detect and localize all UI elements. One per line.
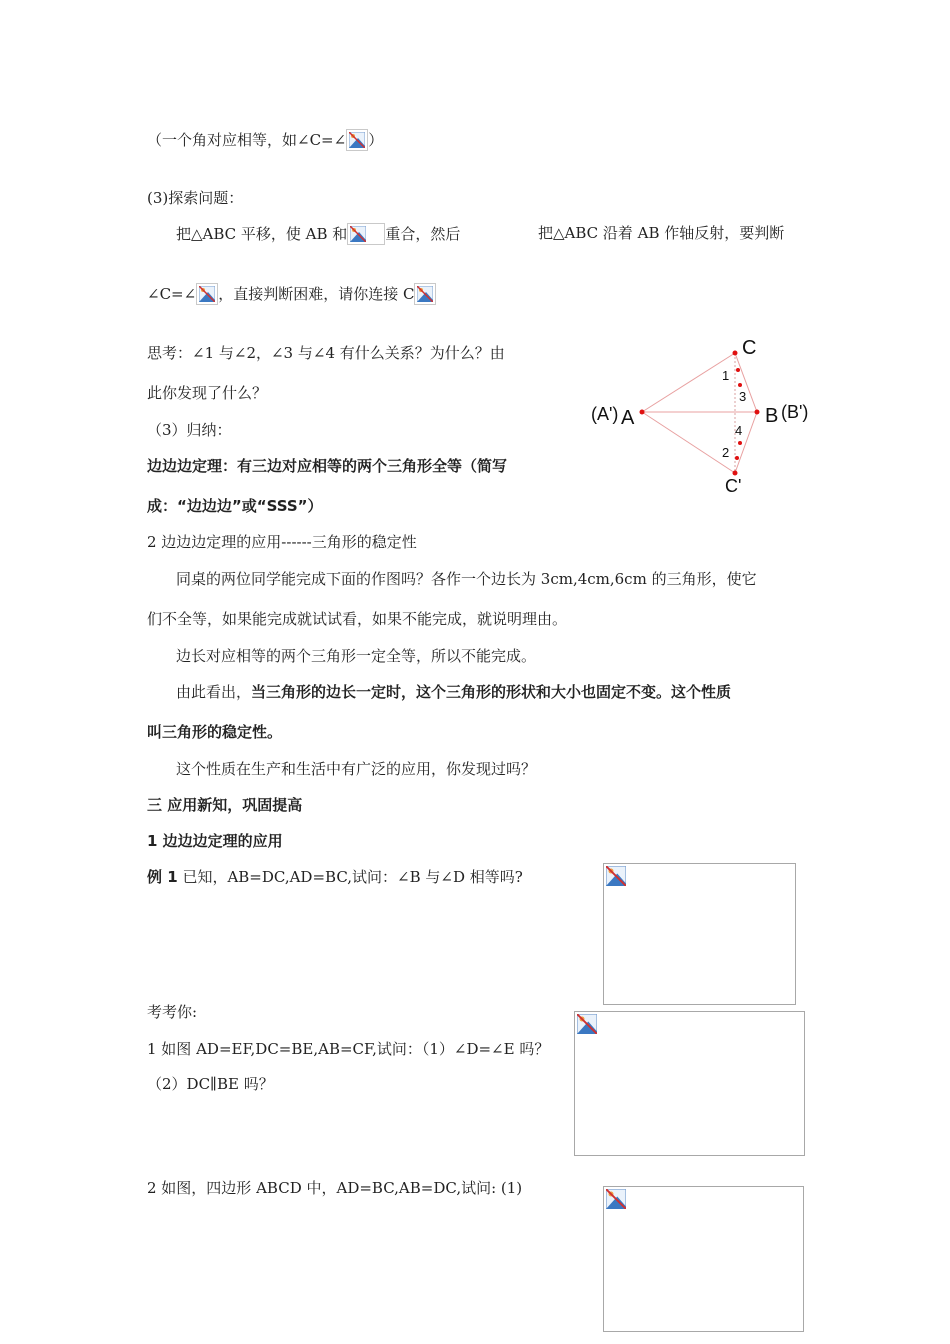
section-heading-quiz: 考考你: [147, 1003, 198, 1021]
text-segment: 重合，然后 [385, 225, 461, 243]
text-segment: （一个角对应相等，如∠C=∠ [147, 131, 347, 149]
figure-placeholder-example-1 [603, 863, 796, 1005]
text-segment: 由此看出， [176, 683, 252, 701]
example-1 [147, 867, 523, 887]
text-segment: ） [368, 131, 384, 149]
section-heading-explore: (3)探索问题： [147, 189, 244, 207]
figure-placeholder-quiz-1 [574, 1011, 805, 1156]
point-a [640, 410, 645, 415]
text-segment: ∠C=∠ [147, 285, 197, 303]
broken-image-icon [196, 283, 218, 305]
label-angle-1: 1 [722, 368, 730, 383]
text-line-discover: 此你发现了什么？ [147, 384, 268, 402]
label-angle-4: 4 [735, 423, 743, 438]
quiz-item-1: 1 如图 AD=EF,DC=BE,AB=CF,试问：（1）∠D=∠E 吗？ [147, 1040, 550, 1058]
text-line-try: 们不全等，如果能完成就试试看，如果不能完成，就说明理由。 [147, 610, 568, 628]
theorem-sss-line2: 成：“边边边”或“SSS”） [147, 497, 323, 515]
mark-1 [736, 368, 740, 372]
text-line-think: 思考：∠1 与∠2，∠3 与∠4 有什么关系？为什么？由 [147, 344, 505, 362]
figure-placeholder-quiz-2 [603, 1186, 804, 1332]
text-line-deskmates: 同桌的两位同学能完成下面的作图吗？各作一个边长为 3cm,4cm,6cm 的三角形，使它 [176, 570, 757, 588]
text-line-angle-c [147, 129, 383, 151]
label-b-prime: (B') [781, 402, 809, 422]
quiz-item-1-part-2: （2）DC∥BE 吗？ [147, 1075, 274, 1093]
broken-image-icon [606, 866, 626, 886]
point-b [755, 410, 760, 415]
mark-3 [738, 383, 742, 387]
broken-image-icon [347, 223, 385, 245]
segment-a-cprime [642, 412, 735, 473]
broken-image-icon [577, 1014, 597, 1034]
mark-4 [738, 441, 742, 445]
label-a: A [621, 407, 635, 429]
label-b: B [765, 405, 779, 427]
text-line-translate [176, 223, 460, 245]
broken-image-icon [414, 283, 436, 305]
section-heading-stability: 2 边边边定理的应用------三角形的稳定性 [147, 533, 417, 551]
broken-image-icon [346, 129, 368, 151]
text-segment: 把△ABC 平移，使 AB 和 [176, 225, 348, 243]
label-a-prime: (A') [591, 404, 619, 424]
label-angle-2: 2 [722, 445, 730, 460]
text-line-summary: （3）归纳： [147, 421, 232, 439]
text-segment-bold: 当三角形的边长一定时，这个三角形的形状和大小也固定不变。这个性质 [251, 683, 732, 701]
text-line-application: 这个性质在生产和生活中有广泛的应用，你发现过吗？ [176, 760, 537, 778]
subsection-heading-sss-apply: 1 边边边定理的应用 [147, 832, 283, 850]
point-c [733, 351, 738, 356]
label-angle-3: 3 [739, 389, 747, 404]
point-c-prime [733, 471, 738, 476]
text-line-answer: 边长对应相等的两个三角形一定全等，所以不能完成。 [176, 647, 537, 665]
section-heading-apply: 三 应用新知，巩固提高 [147, 796, 303, 814]
text-line-conclusion [176, 682, 731, 702]
quiz-item-2: 2 如图，四边形 ABCD 中，AD=BC,AB=DC,试问: (1) [147, 1179, 523, 1197]
example-label: 例 1 [147, 868, 178, 886]
text-line-judge [147, 283, 436, 305]
example-text: 已知，AB=DC,AD=BC,试问：∠B 与∠D 相等吗? [177, 868, 523, 886]
broken-image-icon [606, 1189, 626, 1209]
text-line-reflect: 把△ABC 沿着 AB 作轴反射，要判断 [538, 224, 785, 242]
theorem-sss-line1: 边边边定理：有三边对应相等的两个三角形全等（简写 [147, 457, 508, 475]
label-c-prime: C' [725, 476, 742, 496]
mark-2 [735, 456, 739, 460]
text-line-stability-term: 叫三角形的稳定性。 [147, 723, 283, 741]
text-segment: ，直接判断困难，请你连接 C [218, 285, 415, 303]
triangle-reflection-figure [585, 330, 825, 500]
label-c: C [742, 337, 757, 359]
